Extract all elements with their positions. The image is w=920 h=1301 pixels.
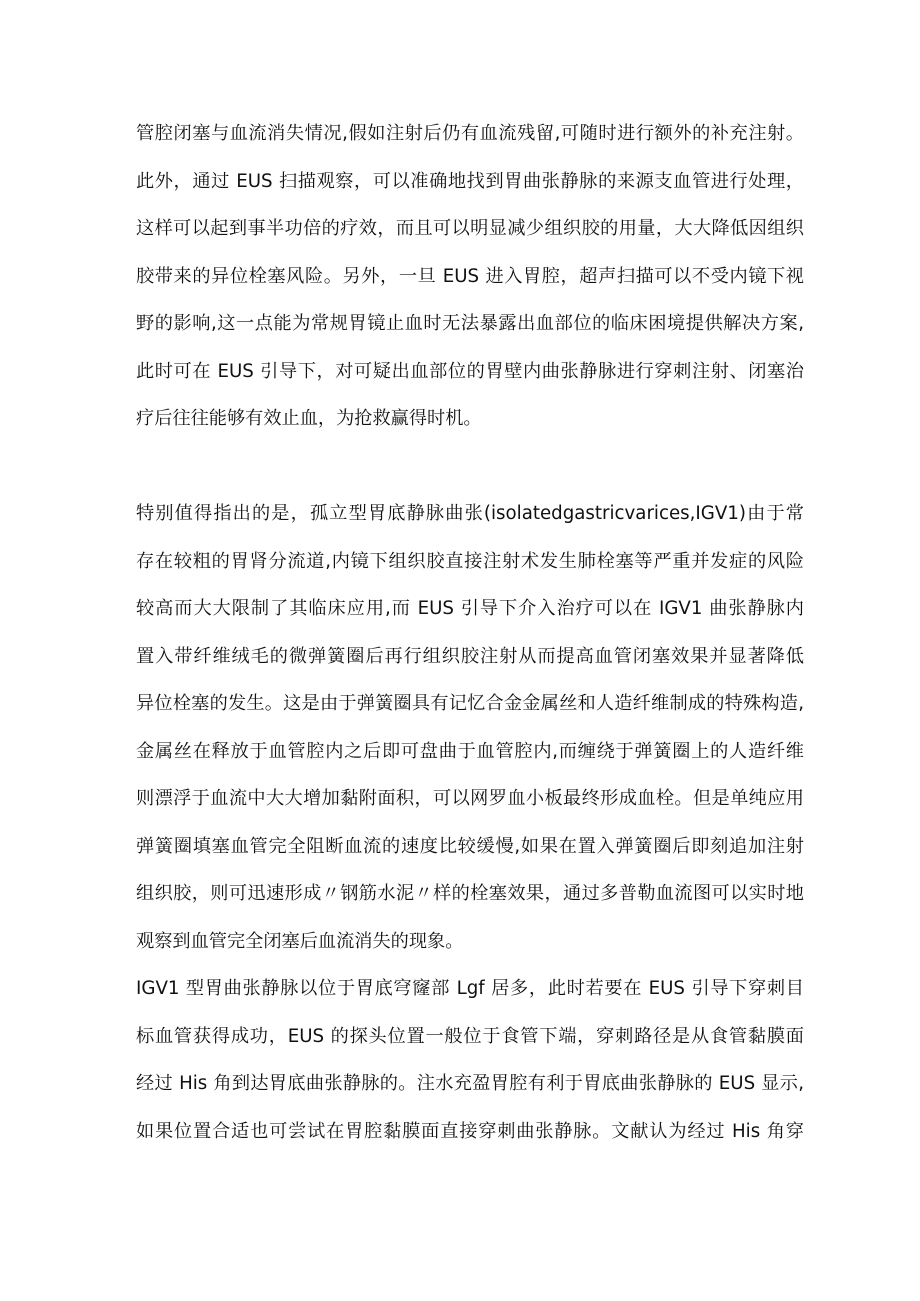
text-line: IGV1 型胃曲张静脉以位于胃底穹窿部 Lgf 居多，此时若要在 EUS 引导下穿刺目 xyxy=(136,978,804,999)
text-line: 置入带纤维绒毛的微弹簧圈后再行组织胶注射从而提高血管闭塞效果并显著降低 xyxy=(136,645,804,667)
text-line: 如果位置合适也可尝试在胃腔黏膜面直接穿刺曲张静脉。文献认为经过 His 角穿 xyxy=(136,1120,804,1142)
text-line: 观察到血管完全闭塞后血流消失的现象。 xyxy=(136,930,464,952)
text-line: 特别值得指出的是，孤立型胃底静脉曲张(isolatedgastricvarices,IGV1)由于常 xyxy=(136,503,804,524)
text-line: 较高而大大限制了其临床应用,而 EUS 引导下介入治疗可以在 IGV1 曲张静脉内 xyxy=(136,598,804,619)
paragraph-eus-advantages xyxy=(136,110,804,443)
text-line: 组织胶，则可迅速形成〃钢筋水泥〃样的栓塞效果，通过多普勒血流图可以实时地 xyxy=(136,883,804,904)
text-line: 这样可以起到事半功倍的疗效，而且可以明显减少组织胶的用量，大大降低因组织 xyxy=(136,218,804,239)
text-line: 异位栓塞的发生。这是由于弹簧圈具有记忆合金金属丝和人造纤维制成的特殊构造, xyxy=(136,693,804,714)
text-line: 管腔闭塞与血流消失情况,假如注射后仍有血流残留,可随时进行额外的补充注射。 xyxy=(136,123,804,144)
paragraph-igv1-coil-treatment xyxy=(136,490,804,1155)
text-line: 存在较粗的胃肾分流道,内镜下组织胶直接注射术发生肺栓塞等严重并发症的风险 xyxy=(136,550,804,572)
text-line: 经过 His 角到达胃底曲张静脉的。注水充盈胃腔有利于胃底曲张静脉的 EUS 显示, xyxy=(136,1073,804,1094)
text-line: 弹簧圈填塞血管完全阻断血流的速度比较缓慢,如果在置入弹簧圈后即刻追加注射 xyxy=(136,835,804,857)
text-line: 此时可在 EUS 引导下，对可疑出血部位的胃壁内曲张静脉进行穿刺注射、闭塞治 xyxy=(136,360,804,382)
text-line: 疗后往往能够有效止血，为抢救赢得时机。 xyxy=(136,408,482,429)
text-line: 金属丝在释放于血管腔内之后即可盘曲于血管腔内,而缠绕于弹簧圈上的人造纤维 xyxy=(136,740,804,762)
text-line: 标血管获得成功，EUS 的探头位置一般位于食管下端，穿刺路径是从食管黏膜面 xyxy=(136,1025,804,1047)
text-line: 则漂浮于血流中大大增加黏附面积，可以网罗血小板最终形成血栓。但是单纯应用 xyxy=(136,788,804,809)
text-line: 野的影响,这一点能为常规胃镜止血时无法暴露出血部位的临床困境提供解决方案, xyxy=(136,313,804,334)
text-line: 胶带来的异位栓塞风险。另外，一旦 EUS 进入胃腔，超声扫描可以不受内镜下视 xyxy=(136,265,804,287)
text-line: 此外，通过 EUS 扫描观察，可以准确地找到胃曲张静脉的来源支血管进行处理， xyxy=(136,170,804,192)
